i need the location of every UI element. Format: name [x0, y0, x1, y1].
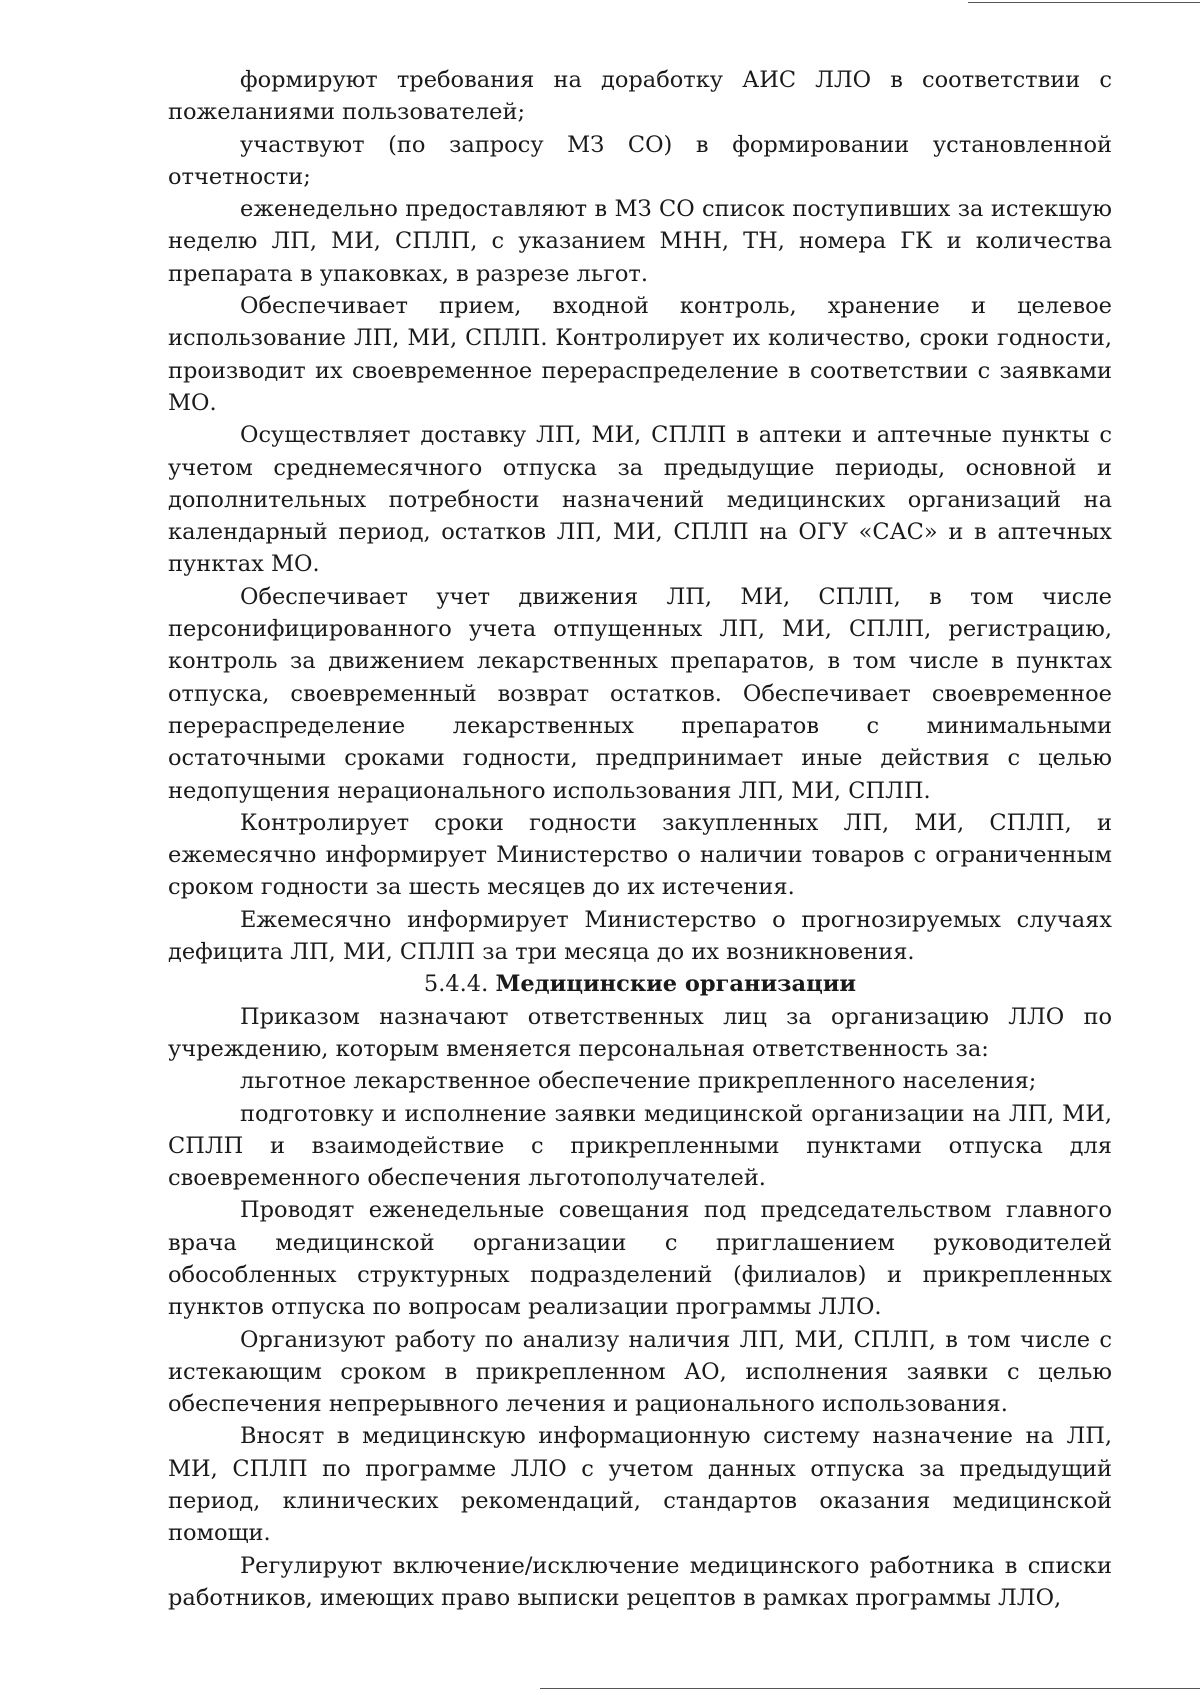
scan-edge-top-line	[968, 2, 1200, 3]
paragraph: Регулируют включение/исключение медицинского работника в списки работников, имеющих право выписки рецептов в рамках программы ЛЛО,	[168, 1552, 1112, 1611]
section-number: 5.4.4.	[423, 971, 489, 998]
section-title: Медицинские организации	[495, 971, 857, 998]
paragraph: формируют требования на доработку АИС ЛЛО в соответствии с пожеланиями пользователей;	[168, 67, 1112, 126]
paragraph: Проводят еженедельные совещания под председательством главного врача медицинской организации с приглашением руководителей обособленных структурных подразделений (филиалов) и прикрепленных пунктов отпуска по вопросам реализации программы ЛЛО.	[168, 1197, 1112, 1321]
paragraph: Контролирует сроки годности закупленных ЛП, МИ, СПЛП, и ежемесячно информирует Министерство о наличии товаров с ограниченным сроком годности за шесть месяцев до их истечения.	[168, 809, 1112, 901]
paragraph: еженедельно предоставляют в МЗ СО список поступивших за истекшую неделю ЛП, МИ, СПЛП, с указанием МНН, ТН, номера ГК и количества препарата в упаковках, в разрезе льгот.	[168, 196, 1112, 287]
document-body	[168, 64, 1112, 1614]
paragraph: участвуют (по запросу МЗ СО) в формировании установленной отчетности;	[168, 131, 1112, 190]
scan-edge-bottom-line	[540, 1688, 1200, 1689]
paragraph: льготное лекарственное обеспечение прикрепленного населения;	[240, 1068, 1037, 1095]
paragraph: подготовку и исполнение заявки медицинской организации на ЛП, МИ, СПЛП и взаимодействие с прикрепленными пунктами отпуска для своевременного обеспечения льготополучателей.	[168, 1100, 1112, 1192]
section-heading	[168, 968, 1112, 1000]
paragraph: Ежемесячно информирует Министерство о прогнозируемых случаях дефицита ЛП, МИ, СПЛП за три месяца до их возникновения.	[168, 906, 1112, 966]
paragraph: Обеспечивает учет движения ЛП, МИ, СПЛП, в том числе персонифицированного учета отпущенных ЛП, МИ, СПЛП, регистрацию, контроль за движением лекарственных препаратов, в том числе в пунктах отпуска, своевременный возврат остатков. Обеспечивает своевременное перераспределение лекарственных препаратов с минимальными остаточными сроками годности, предпринимает иные действия с целью недопущения нерационального использования ЛП, МИ, СПЛП.	[168, 583, 1112, 804]
paragraph: Обеспечивает прием, входной контроль, хранение и целевое использование ЛП, МИ, СПЛП. Контролирует их количество, сроки годности, производит их своевременное перераспределение в соответствии с заявками МО.	[168, 293, 1112, 416]
paragraph: Организуют работу по анализу наличия ЛП, МИ, СПЛП, в том числе с истекающим сроком в прикрепленном АО, исполнения заявки с целью обеспечения непрерывного лечения и рационального использования.	[168, 1326, 1112, 1418]
paragraph: Вносят в медицинскую информационную систему назначение на ЛП, МИ, СПЛП по программе ЛЛО с учетом данных отпуска за предыдущий период, клинических рекомендаций, стандартов оказания медицинской помощи.	[168, 1423, 1112, 1547]
paragraph: Приказом назначают ответственных лиц за организацию ЛЛО по учреждению, которым вменяется персональная ответственность за:	[168, 1003, 1112, 1062]
paragraph: Осуществляет доставку ЛП, МИ, СПЛП в аптеки и аптечные пункты с учетом среднемесячного отпуска за предыдущие периоды, основной и дополнительных потребности назначений медицинских организаций на календарный период, остатков ЛП, МИ, СПЛП на ОГУ «САС» и в аптечных пунктах МО.	[168, 422, 1112, 578]
